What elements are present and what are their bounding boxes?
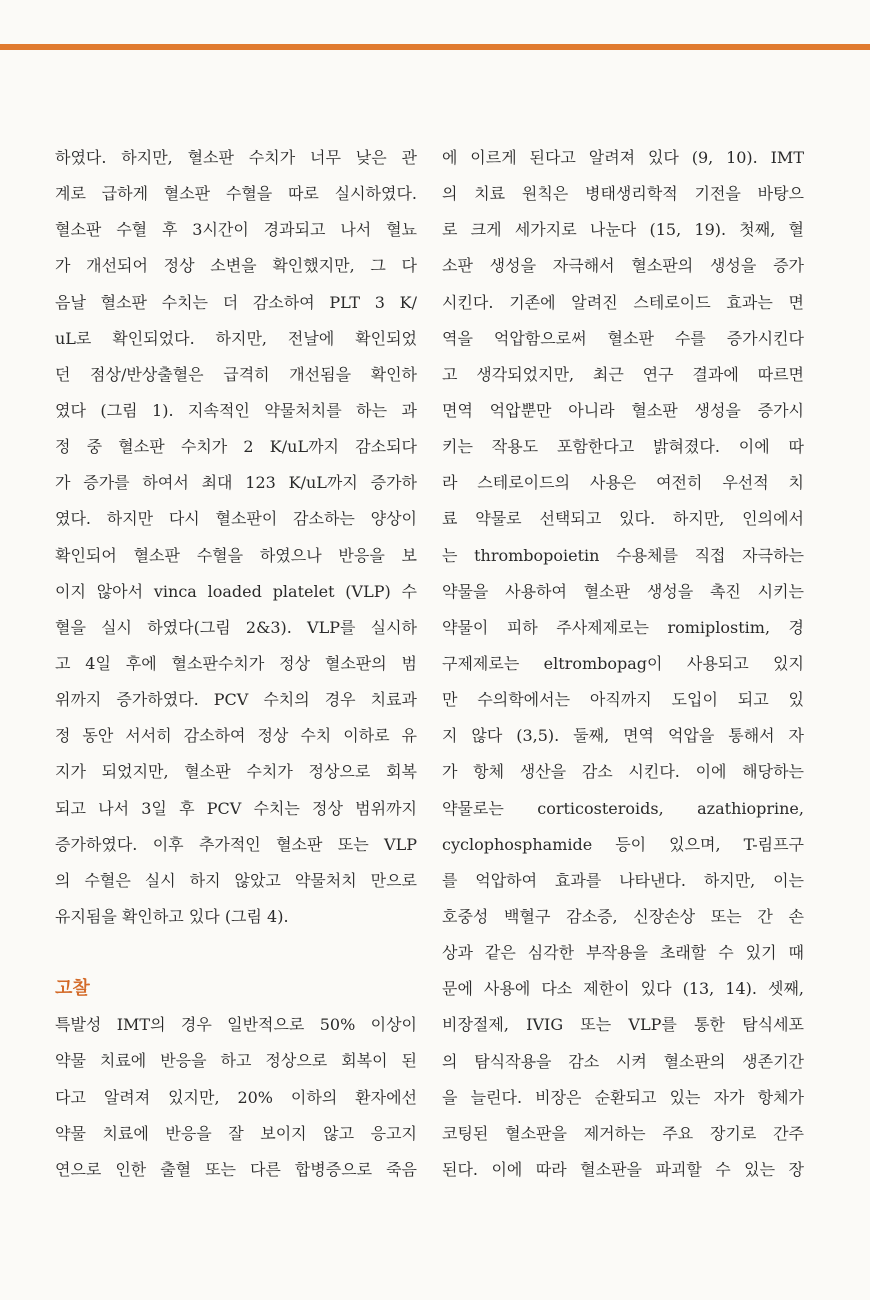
text-line: 을 늘린다. 비장은 순환되고 있는 자가 항체가	[442, 1087, 804, 1107]
text-line: 로 크게 세가지로 나눈다 (15, 19). 첫째, 혈	[442, 220, 804, 240]
text-line: 는 thrombopoietin 수용체를 직접 자극하는	[442, 545, 804, 565]
text-line: 상과 같은 심각한 부작용을 초래할 수 있기 때	[442, 943, 804, 963]
text-line: 구제제로는 eltrombopag이 사용되고 있지	[442, 653, 804, 673]
text-line: 역을 억압함으로써 혈소판 수를 증가시킨다	[442, 328, 804, 348]
text-line: 비장절제, IVIG 또는 VLP를 통한 탐식세포	[442, 1015, 804, 1035]
text-line: 고 4일 후에 혈소판수치가 정상 혈소판의 범	[55, 653, 417, 673]
section-gap	[55, 935, 417, 971]
text-line: uL로 확인되었다. 하지만, 전날에 확인되었	[55, 328, 417, 348]
text-line: 된다. 이에 따라 혈소판을 파괴할 수 있는 장	[442, 1159, 804, 1179]
text-line: 고 생각되었지만, 최근 연구 결과에 따르면	[442, 364, 804, 384]
text-line: 이지 않아서 vinca loaded platelet (VLP) 수	[55, 581, 417, 601]
right-column	[442, 140, 804, 1188]
text-line: 되고 나서 3일 후 PCV 수치는 정상 범위까지	[55, 798, 417, 818]
section-heading-discussion: 고찰	[55, 978, 90, 1000]
text-line: 약물 치료에 반응을 하고 정상으로 회복이 된	[55, 1051, 417, 1071]
text-line: 약물이 피하 주사제제로는 romiplostim, 경	[442, 617, 804, 637]
text-line: 문에 사용에 다소 제한이 있다 (13, 14). 셋째,	[442, 979, 804, 999]
text-line: 료 약물로 선택되고 있다. 하지만, 인의에서	[442, 509, 804, 529]
text-line: 약물 치료에 반응을 잘 보이지 않고 응고지	[55, 1123, 417, 1143]
text-line: 약물을 사용하여 혈소판 생성을 촉진 시키는	[442, 581, 804, 601]
text-line: 정 중 혈소판 수치가 2 K/uL까지 감소되다	[55, 437, 417, 457]
text-line: 지 않다 (3,5). 둘째, 면역 억압을 통해서 자	[442, 726, 804, 746]
text-line: 호중성 백혈구 감소증, 신장손상 또는 간 손	[442, 906, 804, 926]
text-line: 코팅된 혈소판을 제거하는 주요 장기로 간주	[442, 1123, 804, 1143]
text-line: 키는 작용도 포함한다고 밝혀졌다. 이에 따	[442, 437, 804, 457]
text-line: 특발성 IMT의 경우 일반적으로 50% 이상이	[55, 1015, 417, 1035]
text-line: 라 스테로이드의 사용은 여전히 우선적 치	[442, 473, 804, 493]
text-line: 가 증가를 하여서 최대 123 K/uL까지 증가하	[55, 473, 417, 493]
text-line: 를 억압하여 효과를 나타낸다. 하지만, 이는	[442, 870, 804, 890]
text-line: 음날 혈소판 수치는 더 감소하여 PLT 3 K/	[55, 292, 417, 312]
text-line: 가 항체 생산을 감소 시킨다. 이에 해당하는	[442, 762, 804, 782]
text-line: 에 이르게 된다고 알려져 있다 (9, 10). IMT	[442, 148, 804, 167]
text-line: 위까지 증가하였다. PCV 수치의 경우 치료과	[55, 690, 417, 710]
text-line: 면역 억압뿐만 아니라 혈소판 생성을 증가시	[442, 400, 804, 420]
text-line: 던 점상/반상출혈은 급격히 개선됨을 확인하	[55, 364, 417, 384]
header-rule	[0, 44, 870, 50]
text-line: 의 탐식작용을 감소 시켜 혈소판의 생존기간	[442, 1051, 804, 1071]
discussion-paragraph	[55, 1007, 417, 1188]
text-line: 였다 (그림 1). 지속적인 약물처치를 하는 과	[55, 400, 417, 420]
case-paragraph	[55, 140, 417, 935]
text-line: 약물로는 corticosteroids, azathioprine,	[442, 798, 804, 818]
discussion-continued	[442, 140, 804, 1188]
text-line: 의 치료 원칙은 병태생리학적 기전을 바탕으	[442, 184, 804, 204]
text-line: cyclophosphamide 등이 있으며, T-림프구	[442, 834, 804, 854]
text-line: 증가하였다. 이후 추가적인 혈소판 또는 VLP	[55, 834, 417, 854]
left-column	[55, 140, 417, 1188]
text-line: 정 동안 서서히 감소하여 정상 수치 이하로 유	[55, 726, 417, 746]
text-line: 지가 되었지만, 혈소판 수치가 정상으로 회복	[55, 762, 417, 782]
text-line: 하였다. 하지만, 혈소판 수치가 너무 낮은 관	[55, 148, 417, 167]
text-line: 만 수의학에서는 아직까지 도입이 되고 있	[442, 690, 804, 710]
text-line: 확인되어 혈소판 수혈을 하였으나 반응을 보	[55, 545, 417, 565]
text-line: 의 수혈은 실시 하지 않았고 약물처치 만으로	[55, 870, 417, 890]
text-line: 혈소판 수혈 후 3시간이 경과되고 나서 혈뇨	[55, 220, 417, 240]
text-line: 혈을 실시 하였다(그림 2&3). VLP를 실시하	[55, 617, 417, 637]
text-line: 계로 급하게 혈소판 수혈을 따로 실시하였다.	[55, 184, 417, 204]
text-line: 가 개선되어 정상 소변을 확인했지만, 그 다	[55, 256, 417, 276]
text-line: 유지됨을 확인하고 있다 (그림 4).	[55, 906, 289, 926]
text-line: 다고 알려져 있지만, 20% 이하의 환자에선	[55, 1087, 417, 1107]
text-line: 연으로 인한 출혈 또는 다른 합병증으로 죽음	[55, 1159, 417, 1179]
text-line: 였다. 하지만 다시 혈소판이 감소하는 양상이	[55, 509, 417, 529]
text-line: 소판 생성을 자극해서 혈소판의 생성을 증가	[442, 256, 804, 276]
text-line: 시킨다. 기존에 알려진 스테로이드 효과는 면	[442, 292, 804, 312]
